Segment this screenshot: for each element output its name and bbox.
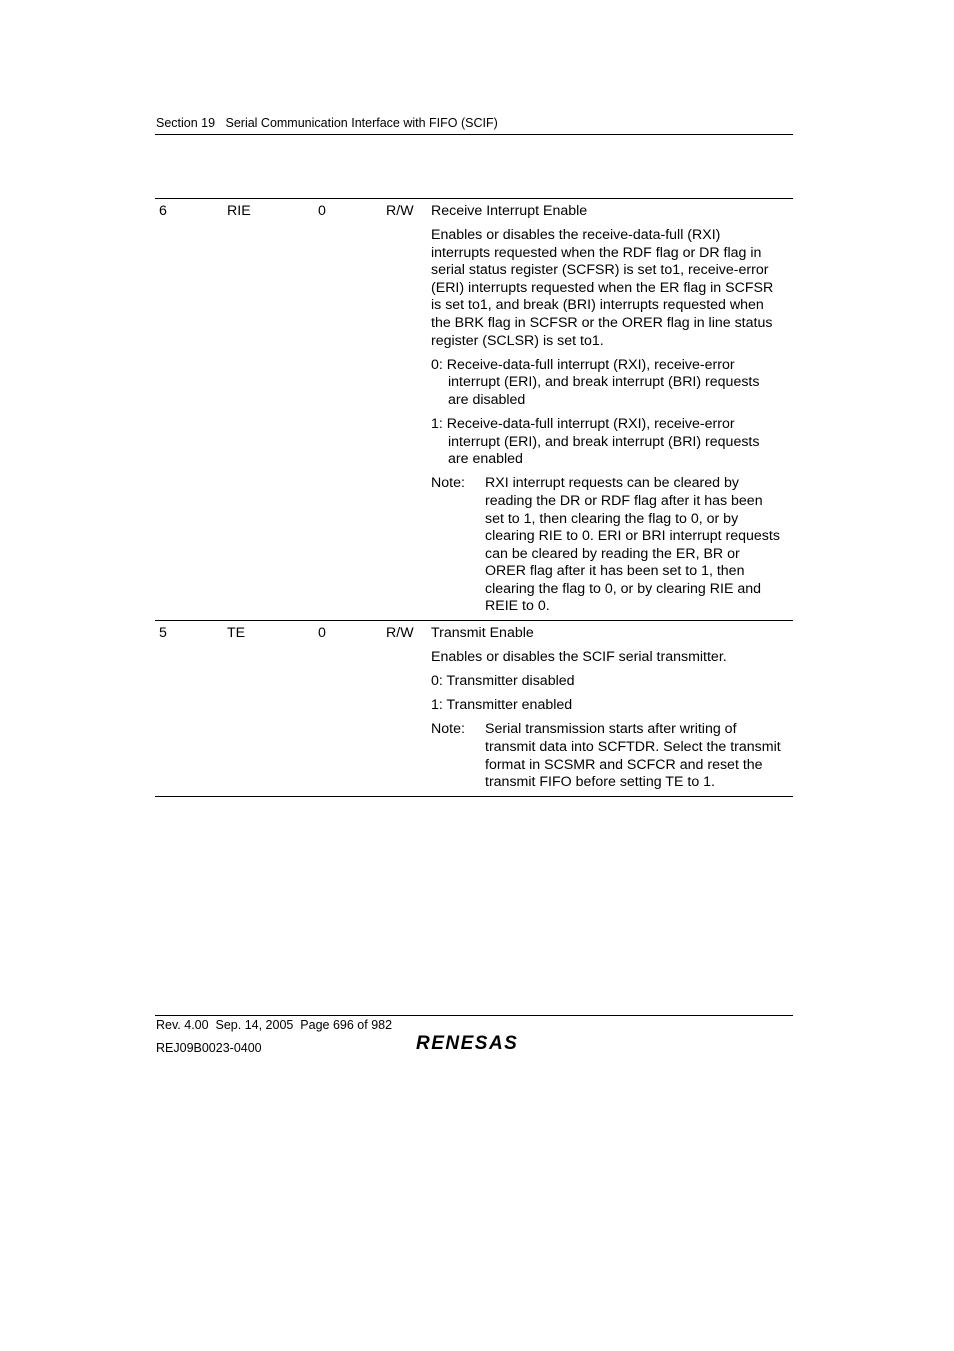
footer-revision: Rev. 4.00 Sep. 14, 2005 Page 696 of 982 [156,1018,393,1032]
note-text: RXI interrupt requests can be cleared by reading the DR or RDF flag after it has been set to 1, then clearing the flag to 0, or by clearing RIE to 0. ERI or BRI interrupt requests can be cleared by reading the ER, BR or ORER flag after it has been set to 1, then clearing the flag to 0, or by clearing RIE and REIE to 0. [485,475,780,615]
table-row-rie [155,199,793,621]
page-header: Section 19 Serial Communication Interface with FIFO (SCIF) [156,116,498,130]
bit-number: 6 [159,203,167,219]
note-label: Note: [431,475,465,492]
footer-divider [155,1015,793,1016]
note-text: Serial transmission starts after writing of transmit data into SCFTDR. Select the transmit format in SCSMR and SCFCR and reset the transmit FIFO before setting TE to 1. [485,721,781,791]
description-title: Receive Interrupt Enable [431,203,588,219]
footer-document-number: REJ09B0023-0400 [156,1041,262,1055]
bit-description [431,621,791,796]
description-text: Enables or disables the SCIF serial transmitter. [431,649,727,666]
renesas-logo [414,1030,536,1054]
option-disabled: 0: Receive-data-full interrupt (RXI), receive-error interrupt (ERI), and break interrupt (BRI) requests are disabled [431,356,760,408]
option-enabled: 1: Transmitter enabled [431,697,573,714]
note-label: Note: [431,721,465,738]
read-write: R/W [386,625,414,642]
description-title: Transmit Enable [431,625,534,642]
read-write: R/W [386,203,414,219]
bit-name: RIE [227,203,251,219]
option-disabled: 0: Transmitter disabled [431,673,575,690]
header-divider [155,134,793,135]
bit-description [431,199,791,620]
initial-value: 0 [318,203,326,219]
initial-value: 0 [318,625,326,642]
register-bit-table [155,198,793,797]
note [431,475,791,616]
table-row-te [155,621,793,797]
bit-number: 5 [159,625,167,642]
option-enabled: 1: Receive-data-full interrupt (RXI), receive-error interrupt (ERI), and break interrupt (BRI) requests are enabled [431,416,760,468]
bit-name: TE [227,625,246,642]
svg-text:RENESAS: RENESAS [416,1033,519,1054]
note [431,721,791,791]
description-text: Enables or disables the receive-data-full (RXI) interrupts requested when the RDF flag or DR flag in serial status register (SCFSR) is set to1, receive-error (ERI) interrupts requested when the ER flag in SCFSR is set to1, and break (BRI) interrupts requested when the BRK flag in SCFSR or the ORER flag in line status register (SCLSR) is set to1. [431,227,774,349]
